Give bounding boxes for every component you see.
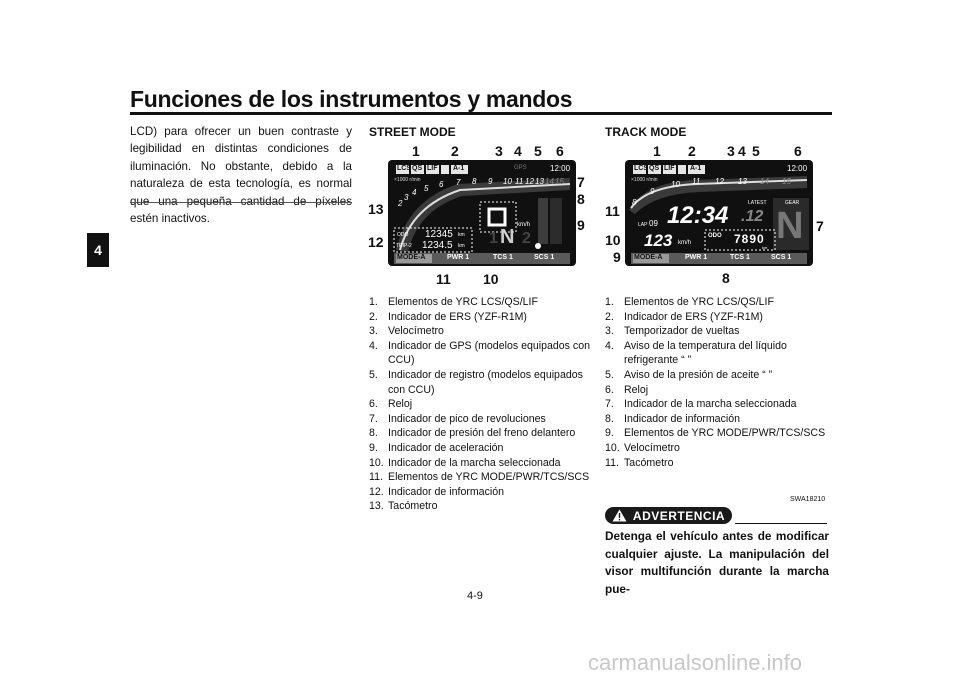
warning-triangle-icon xyxy=(612,509,627,522)
track-gear-indicator: N xyxy=(776,205,804,247)
street-callout-9: 9 xyxy=(577,217,585,233)
street-callout-11: 11 xyxy=(436,271,451,287)
legend-item: 1. Elementos de YRC LCS/QS/LIF xyxy=(605,296,774,308)
street-tick-6: 6 xyxy=(439,180,444,189)
track-mode-heading: TRACK MODE xyxy=(605,125,687,139)
street-trip-label: TRIP-2 xyxy=(396,243,412,249)
warning-code: SWA18210 xyxy=(790,496,826,503)
track-tcs-value: TCS 1 xyxy=(730,254,750,261)
street-rpm-label: ×1000 r/min xyxy=(394,177,421,183)
street-tick-14: 14 xyxy=(545,177,554,186)
track-callout-1: 1 xyxy=(653,143,661,159)
legend-item: 7. Indicador de la marcha seleccionada xyxy=(605,398,797,411)
street-tick-9: 9 xyxy=(488,177,493,186)
track-tick-10: 10 xyxy=(671,180,680,189)
track-latest-label: LATEST xyxy=(748,200,767,206)
street-gear-next: 2 xyxy=(522,230,531,247)
street-tick-12: 12 xyxy=(525,177,534,186)
track-odo-unit: km xyxy=(762,245,768,250)
track-speed-value: 123 xyxy=(644,231,673,250)
street-tick-5: 5 xyxy=(424,184,429,193)
legend-item: 12. Indicador de información xyxy=(369,485,505,498)
track-callout-11: 11 xyxy=(605,203,620,219)
track-pwr-value: PWR 1 xyxy=(685,254,708,261)
track-callout-7: 7 xyxy=(816,218,824,234)
watermark: carmanualsonline.info xyxy=(588,650,803,675)
legend-item: 10. Velocímetro xyxy=(605,441,680,454)
track-mode-value: MODE-A xyxy=(634,254,663,261)
street-tick-7: 7 xyxy=(456,178,461,187)
street-clock: 12:00 xyxy=(550,164,571,173)
street-callout-2: 2 xyxy=(451,143,459,159)
street-callout-10: 10 xyxy=(483,271,499,287)
street-qs-indicator: QS xyxy=(412,165,423,172)
track-tick-14: 14 xyxy=(760,177,769,186)
track-rpm-label: ×1000 r/min xyxy=(631,177,658,183)
street-callout-12: 12 xyxy=(368,234,384,250)
legend-item: 11. Tacómetro xyxy=(605,456,674,469)
street-mode-heading: STREET MODE xyxy=(369,125,456,139)
track-lap-value: 09 xyxy=(649,219,658,228)
street-callout-5: 5 xyxy=(534,143,542,159)
street-callout-3: 3 xyxy=(495,143,503,159)
street-tick-10: 10 xyxy=(503,177,512,186)
title-rule xyxy=(130,112,832,115)
legend-item: 9. Elementos de YRC MODE/PWR/TCS/SCS xyxy=(605,427,826,440)
track-scs-value: SCS 1 xyxy=(771,254,792,261)
track-lap-time-decimal: .12 xyxy=(741,208,764,225)
intro-paragraph: LCD) para ofrecer un buen contraste y legibilidad en distintas condiciones de iluminación. No obstante, debido a la naturaleza de esta tecnología, es normal estén inactivos. xyxy=(130,125,352,226)
track-tick-13: 13 xyxy=(738,177,747,186)
track-callout-6: 6 xyxy=(794,143,802,159)
track-odo-label: ODO xyxy=(708,233,722,239)
legend-item: 10. Indicador de la marcha seleccionada xyxy=(369,456,561,469)
track-callout-5: 5 xyxy=(752,143,760,159)
track-tick-15: 15 xyxy=(782,177,791,186)
track-tick-9: 9 xyxy=(650,187,655,196)
page-number: 4-9 xyxy=(467,590,483,602)
intro-rule xyxy=(130,202,352,203)
warning-label: ADVERTENCIA xyxy=(632,508,726,523)
legend-item: 5. Indicador de registro (modelos equipados con CCU) xyxy=(369,368,583,396)
legend-item: 3. Velocímetro xyxy=(369,325,444,338)
street-tcs-value: TCS 1 xyxy=(493,254,513,261)
street-tick-13: 13 xyxy=(535,177,544,186)
track-a1-indicator: A-1 xyxy=(690,165,702,172)
warning-badge xyxy=(605,507,732,524)
page-title: Funciones de los instrumentos y mandos xyxy=(130,86,573,112)
legend-item: 3. Temporizador de vueltas xyxy=(605,325,740,338)
street-callout-6: 6 xyxy=(556,143,564,159)
street-callout-4: 4 xyxy=(514,143,522,159)
track-gear-label: GEAR xyxy=(785,200,800,206)
street-mode-display xyxy=(388,160,576,266)
street-tick-3: 3 xyxy=(404,193,409,202)
street-callout-1: 1 xyxy=(412,143,420,159)
legend-item: 13. Tacómetro xyxy=(369,500,438,513)
street-speed-unit: km/h xyxy=(517,222,531,228)
street-a1-indicator: A-1 xyxy=(453,165,465,172)
street-odo-label: ODO xyxy=(397,232,409,238)
street-tick-4: 4 xyxy=(412,188,417,197)
track-tick-11: 11 xyxy=(692,177,701,186)
chapter-tab: 4 xyxy=(87,233,109,267)
legend-item: 4. Indicador de GPS (modelos equipados con CCU) xyxy=(369,339,590,367)
track-callout-4: 4 xyxy=(738,143,746,159)
street-gear-indicator: N xyxy=(500,226,515,248)
street-gps-indicator: GPS xyxy=(514,165,527,171)
track-lap-label: LAP xyxy=(638,222,648,228)
street-odo-value: 12345 xyxy=(425,229,453,240)
legend-item: 4. Aviso de la temperatura del líquido refrigerante “ ” xyxy=(605,339,787,367)
legend-item: 2. Indicador de ERS (YZF-R1M) xyxy=(369,310,527,323)
street-callout-8: 8 xyxy=(577,191,585,207)
warning-rule xyxy=(735,523,827,524)
street-tick-2: 2 xyxy=(398,199,403,208)
legend-item: 8. Indicador de información xyxy=(605,412,741,425)
track-legend xyxy=(605,295,831,470)
street-tick-11: 11 xyxy=(515,177,524,186)
legend-item: 9. Indicador de aceleración xyxy=(369,441,504,454)
track-callout-10: 10 xyxy=(605,232,621,248)
track-qs-indicator: QS xyxy=(649,165,660,172)
street-tick-15: 15 xyxy=(555,177,564,186)
warning-text: Detenga el vehículo antes de modificar cualquier ajuste. La manipulación del visor multifunción durante la marcha pue- xyxy=(605,529,829,596)
street-lcs-indicator: LCS xyxy=(397,165,411,172)
street-mode-value: MODE-A xyxy=(397,254,426,261)
track-lcs-indicator: LCS xyxy=(634,165,648,172)
track-callout-2: 2 xyxy=(688,143,696,159)
legend-item: 2. Indicador de ERS (YZF-R1M) xyxy=(605,310,763,323)
legend-item: 7. Indicador de pico de revoluciones xyxy=(369,412,546,425)
legend-item: 11. Elementos de YRC MODE/PWR/TCS/SCS xyxy=(369,471,590,484)
legend-item: 6. Reloj xyxy=(605,383,649,396)
street-trip-unit: km xyxy=(458,243,465,249)
legend-item: 6. Reloj xyxy=(369,398,413,411)
track-clock: 12:00 xyxy=(787,164,808,173)
track-callout-9: 9 xyxy=(613,249,621,265)
street-tick-8: 8 xyxy=(472,177,477,186)
legend-item: 5. Aviso de la presión de aceite “ ” xyxy=(605,368,773,381)
track-tick-8: 8 xyxy=(632,198,637,207)
street-scs-value: SCS 1 xyxy=(534,254,555,261)
legend-item: 8. Indicador de presión del freno delantero xyxy=(369,427,576,440)
track-odo-value: 7890 xyxy=(734,232,765,246)
track-callout-8: 8 xyxy=(722,270,730,286)
street-odo-unit: km xyxy=(458,232,465,238)
street-pwr-value: PWR 1 xyxy=(447,254,470,261)
legend-item: 1. Elementos de YRC LCS/QS/LIF xyxy=(369,296,538,308)
track-lif-indicator: LIF xyxy=(664,165,675,172)
street-callout-13: 13 xyxy=(368,201,384,217)
street-callout-7: 7 xyxy=(577,174,585,190)
track-tick-12: 12 xyxy=(715,177,724,186)
street-legend xyxy=(369,295,595,514)
track-speed-unit: km/h xyxy=(678,240,692,246)
track-lap-time: 12:34 xyxy=(667,202,729,229)
street-trip-value: 1234.5 xyxy=(422,240,453,251)
track-callout-3: 3 xyxy=(727,143,735,159)
street-gear-prev: 1 xyxy=(489,230,498,247)
street-lif-indicator: LIF xyxy=(427,165,438,172)
